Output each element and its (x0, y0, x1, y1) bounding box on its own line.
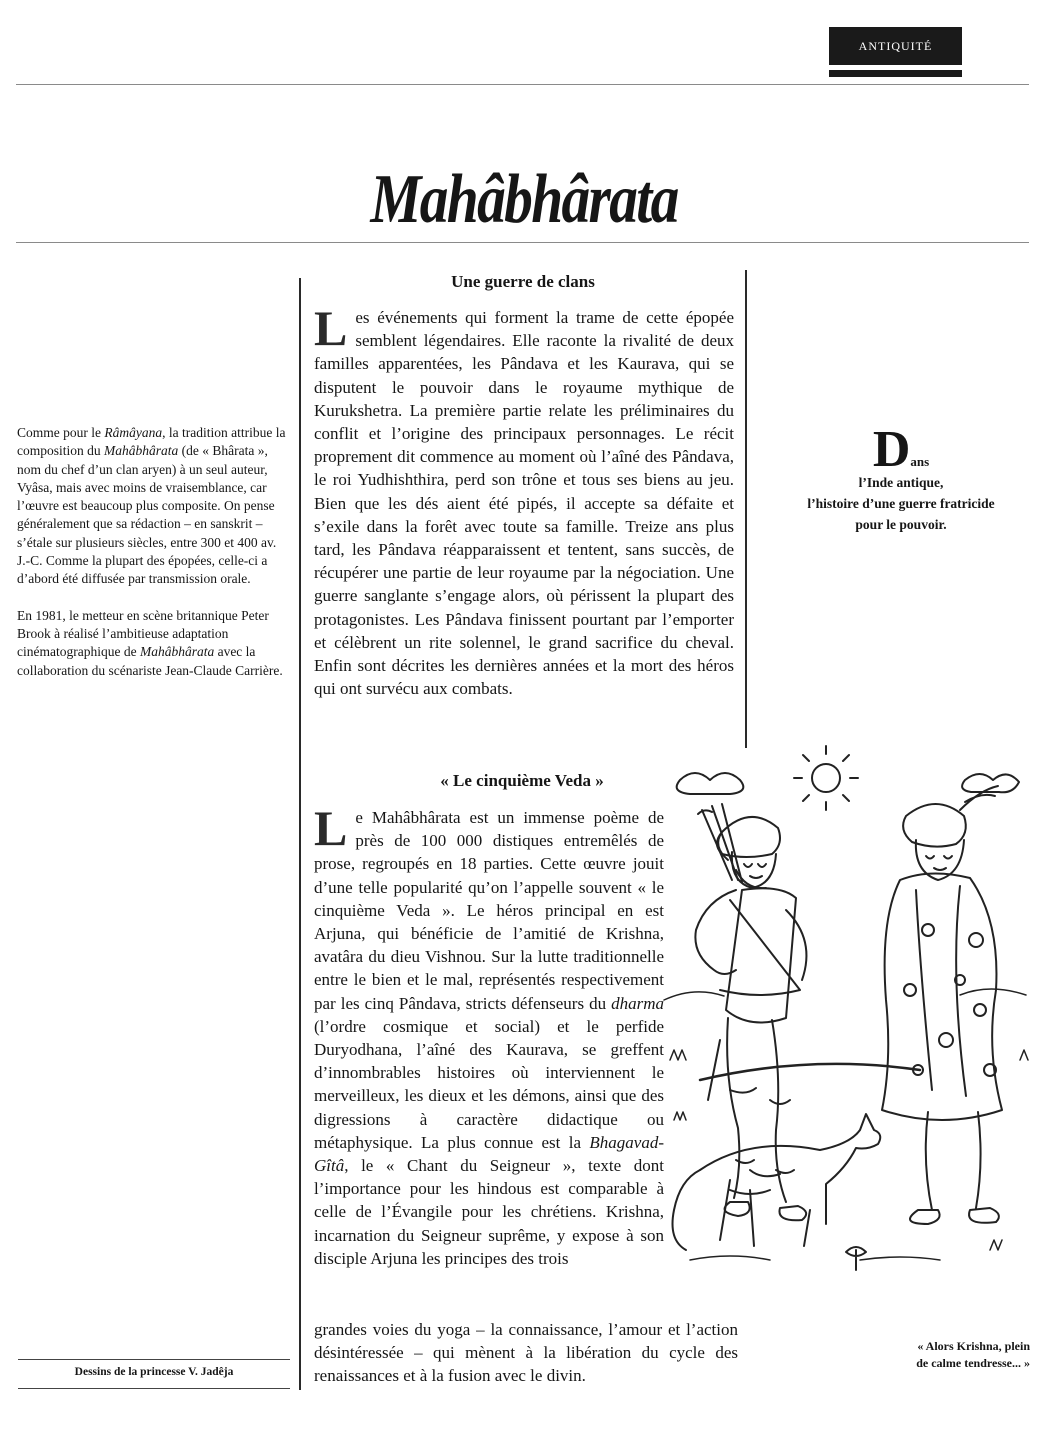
sidenote (17, 424, 289, 698)
sword (708, 1040, 720, 1100)
section-1-body: Les événements qui forment la trame de cette épopée semblent légendaires. Elle raconte la rivalité de deux familles apparentées, les Pândava et les Kaurava, qui se disputent le pouvoir dans le royaume mythique de Kurukshetra. La première partie relate les préliminaires du conflit et l’origine des principaux personnages. Le récit proprement dit commence au moment où l’aîné des Pândava, le roi Yudhishthira, perd son trône et tous ses biens au jeu. Bien que les dés aient été pipés, il accepte sa défaite et s’exile dans la forêt avec toute sa famille. Treize ans plus tard, les Pândava réapparaissent et tentent, sans succès, de récupérer une partie de leur royaume par la négociation. Une guerre sanglante s’engage alors, où périssent la plupart des protagonistes. Les Pândava finissent pourtant par l’emporter et célèbrent un rite solennel, le grand sacrifice du cheval. Enfin sont décrites les dernières années et la mort des héros qui ont survécu aux combats. (314, 300, 734, 699)
illustration-credit: Dessins de la princesse V. Jadêja (74, 1366, 234, 1378)
section-tag-underline (829, 70, 962, 77)
cloud-right (962, 774, 1019, 792)
krishna-figure (882, 786, 1002, 1224)
right-column-rule (745, 270, 747, 748)
title-rule (16, 242, 1029, 243)
illustration-krishna-arjuna (660, 740, 1032, 1300)
pull-quote: Dans l’Inde antique, l’histoire d’une guerre fratricide pour le pouvoir. (770, 430, 1032, 535)
sun-icon (794, 746, 858, 810)
arjuna-figure (695, 804, 806, 1220)
image-caption: « Alors Krishna, plein de calme tendresse... » (916, 1339, 1030, 1370)
section-heading-1: Une guerre de clans (451, 272, 595, 291)
credit-rule-bottom (18, 1388, 290, 1389)
section-tag: ANTIQUITÉ (829, 27, 962, 65)
dropcap-1: L (314, 300, 348, 356)
left-column-rule (299, 278, 301, 1390)
header-rule (16, 84, 1029, 85)
pull-quote-first-line: Dans (872, 421, 930, 478)
flower (846, 1247, 866, 1270)
section-2-body-continued: grandes voies du yoga – la connaissance, l’amour et l’action désintéressée – qui mènent à la libération du cycle des renaissances et à la fusion avec le divin. (314, 1320, 738, 1386)
dropcap-2: L (314, 800, 348, 856)
page-title: Mahâbhârata (370, 161, 678, 238)
cloud-left (677, 773, 744, 794)
sidenote-paragraph-2: En 1981, le metteur en scène britannique Peter Brook à réalisé l’ambitieuse adaptation cinématographique de Mahâbhârata avec la collaboration du scénariste Jean-Claude Carrière. (17, 607, 283, 678)
section-heading-2: « Le cinquième Veda » (440, 771, 604, 790)
sidenote-paragraph-1: Comme pour le Râmâyana, la tradition attribue la composition du Mahâbhârata (de « Bhârata », nom du chef d’un clan aryen) à un seul auteur, Vyâsa, mais avec moins de vraisemblance, car l’œuvre est beaucoup plus composite. On pense généralement que sa rédaction – en sanskrit – s’étale sur plusieurs siècles, entre 300 et 400 av. J.-C. Comme la plupart des épopées, celle-ci a d’abord été diffusée par transmission orale. (17, 425, 286, 587)
section-2-body: Le Mahâbhârata est un immense poème de près de 100 000 distiques entremêlés de prose, regroupés en 18 parties. Cette œuvre jouit d’une telle popularité qu’on l’appelle souvent « le cinquième Veda ». Le héros principal en est Arjuna, qui bénéficie de l’amitié de Krishna, avatâra du dieu Vishnou. Sur la lutte traditionnelle entre le bien et le mal, représentés respectivement par les cinq Pândava, stricts défenseurs du dharma (l’ordre cosmique et social) et le perfide Duryodhana, l’aîné des Kaurava, se greffent d’innombrables histoires où interviennent le merveilleux, les dieux et les démons, ainsi que des digressions à caractère didactique ou métaphysique. La plus connue est la Bhagavad-Gîtâ, le « Chant du Seigneur », texte dont l’importance pour les hindous est comparable à celle de l’Évangile pour les chrétiens. Krishna, incarnation du Seigneur suprême, y expose à son disciple Arjuna les principes des trois (314, 800, 664, 1268)
credit-rule-top (18, 1359, 290, 1360)
